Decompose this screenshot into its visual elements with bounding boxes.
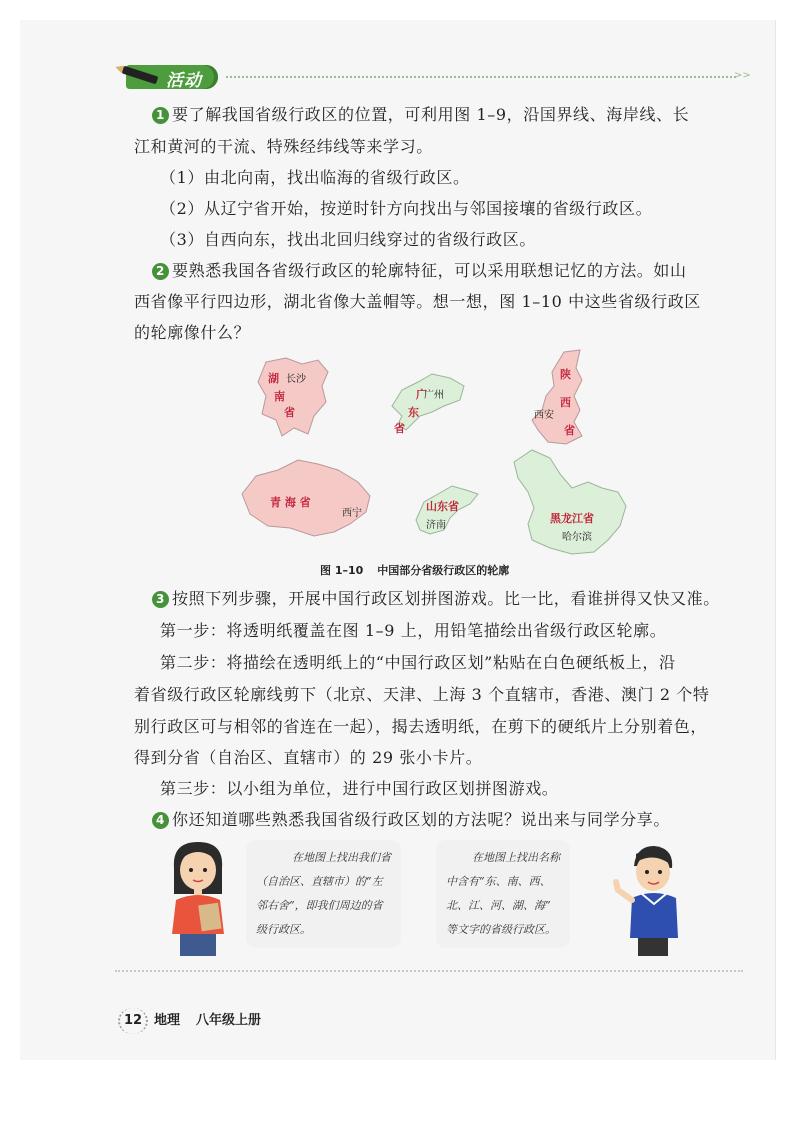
item-2-line-3: 的轮廓像什么？ <box>134 323 251 342</box>
changsha-label: 长沙 <box>286 374 306 385</box>
xian-label: 西安 <box>534 410 554 421</box>
number-badge: 1 <box>152 107 169 124</box>
boy-illustration <box>612 842 692 962</box>
page-footer <box>118 1008 261 1034</box>
shaanxi-outline <box>530 350 588 450</box>
jinan-label: 济南 <box>426 520 446 531</box>
girl-speech-bubble <box>246 840 401 948</box>
step-2-line-1: 第二步：将描绘在透明纸上的“中国行政区划”粘贴在白色硬纸板上，沿 <box>160 653 676 672</box>
step-2-line-4: 得到分省（自治区、直辖市）的 29 张小卡片。 <box>134 748 483 767</box>
activity-badge <box>126 65 218 89</box>
qinghai-outline <box>238 456 374 544</box>
shaanxi-label-3: 省 <box>564 424 575 437</box>
sub-item-1: （1）由北向南，找出临海的省级行政区。 <box>160 168 470 187</box>
activity-header <box>108 64 751 94</box>
harbin-label: 哈尔滨 <box>562 532 592 543</box>
hunan-label-2: 南 <box>274 390 285 403</box>
footer-subject: 地理 <box>154 1013 181 1028</box>
province-outlines-figure <box>228 348 638 558</box>
item-1-line-2: 江和黄河的干流、特殊经纬线等来学习。 <box>134 137 433 156</box>
shandong-outline <box>414 484 480 540</box>
activity-label: 活动 <box>166 71 202 91</box>
item-1-text: 要了解我国省级行政区的位置，可利用图 1–9，沿国界线、海岸线、长 <box>172 105 690 124</box>
pencil-icon <box>122 66 159 85</box>
number-badge: 2 <box>152 263 169 280</box>
guangdong-outline <box>388 372 470 440</box>
bottom-dotted-divider <box>115 970 743 972</box>
item-3-line-1 <box>152 584 720 614</box>
step-2-line-3: 别行政区可与相邻的省连在一起），揭去透明纸，在剪下的硬纸片上分别着色， <box>134 717 708 736</box>
girl-bubble-line-1: 在地图上找出我们省 <box>292 851 391 864</box>
xining-label: 西宁 <box>342 508 362 519</box>
girl-illustration <box>160 838 236 962</box>
item-3-text: 按照下列步骤，开展中国行政区划拼图游戏。比一比，看谁拼得又快又准。 <box>172 589 720 608</box>
hunan-label-3: 省 <box>284 406 295 419</box>
qinghai-label: 青 海 省 <box>270 496 311 509</box>
girl-bubble-line-3: 邻右舍”，即我们周边的省 <box>256 899 383 912</box>
boy-bubble-line-3: 北、江、河、湖、海” <box>446 899 551 912</box>
sub-item-2: （2）从辽宁省开始，按逆时针方向找出与邻国接壤的省级行政区。 <box>160 199 653 218</box>
item-2-text: 要熟悉我国各省级行政区的轮廓特征，可以采用联想记忆的方法。如山 <box>172 261 687 280</box>
number-badge: 4 <box>152 812 169 829</box>
hunan-outline <box>256 356 332 442</box>
figure-caption <box>320 562 523 578</box>
girl-bubble-line-4: 级行政区。 <box>256 923 311 936</box>
figure-title: 中国部分省级行政区的轮廓 <box>377 564 510 577</box>
sub-item-3: （3）自西向东，找出北回归线穿过的省级行政区。 <box>160 230 536 249</box>
item-4-text: 你还知道哪些熟悉我国省级行政区划的方法呢？说出来与同学分享。 <box>172 810 671 829</box>
page-number: 12 <box>118 1008 148 1034</box>
boy-bubble-line-1: 在地图上找出名称 <box>472 851 560 864</box>
shandong-label: 山东省 <box>426 500 459 513</box>
item-2-line-1 <box>152 256 687 286</box>
boy-bubble-line-4: 等文字的省级行政区。 <box>446 923 556 936</box>
item-1-line-1 <box>152 100 689 130</box>
guangdong-label-2: 东 <box>408 406 419 419</box>
guangzhou-label: 广州 <box>424 390 444 401</box>
step-3: 第三步：以小组为单位，进行中国行政区划拼图游戏。 <box>160 779 559 798</box>
shaanxi-label-2: 西 <box>560 396 571 409</box>
shaanxi-label-1: 陕 <box>560 368 571 381</box>
heilongjiang-outline <box>510 448 628 560</box>
boy-bubble-line-2: 中含有“东、南、西、 <box>446 875 551 888</box>
hunan-label-1: 湖 <box>268 372 279 385</box>
guangdong-label-1: 广 <box>416 388 427 401</box>
footer-book: 八年级上册 <box>196 1013 262 1028</box>
girl-bubble-line-2: （自治区、直辖市）的“左 <box>256 875 383 888</box>
heilongjiang-label: 黑龙江省 <box>550 512 594 525</box>
chevron-right-icon: >> <box>734 70 751 81</box>
guangdong-label-3: 省 <box>394 422 405 435</box>
number-badge: 3 <box>152 591 169 608</box>
item-2-line-2: 西省像平行四边形，湖北省像大盖帽等。想一想，图 1–10 中这些省级行政区 <box>134 292 701 311</box>
item-4-line-1 <box>152 805 670 835</box>
header-dotted-line <box>226 76 736 78</box>
step-1: 第一步：将透明纸覆盖在图 1–9 上，用铅笔描绘出省级行政区轮廓。 <box>160 621 667 640</box>
step-2-line-2: 着省级行政区轮廓线剪下（北京、天津、上海 3 个直辖市，香港、澳门 2 个特 <box>134 685 710 704</box>
figure-number: 图 1–10 <box>320 564 364 577</box>
boy-speech-bubble <box>436 840 570 948</box>
